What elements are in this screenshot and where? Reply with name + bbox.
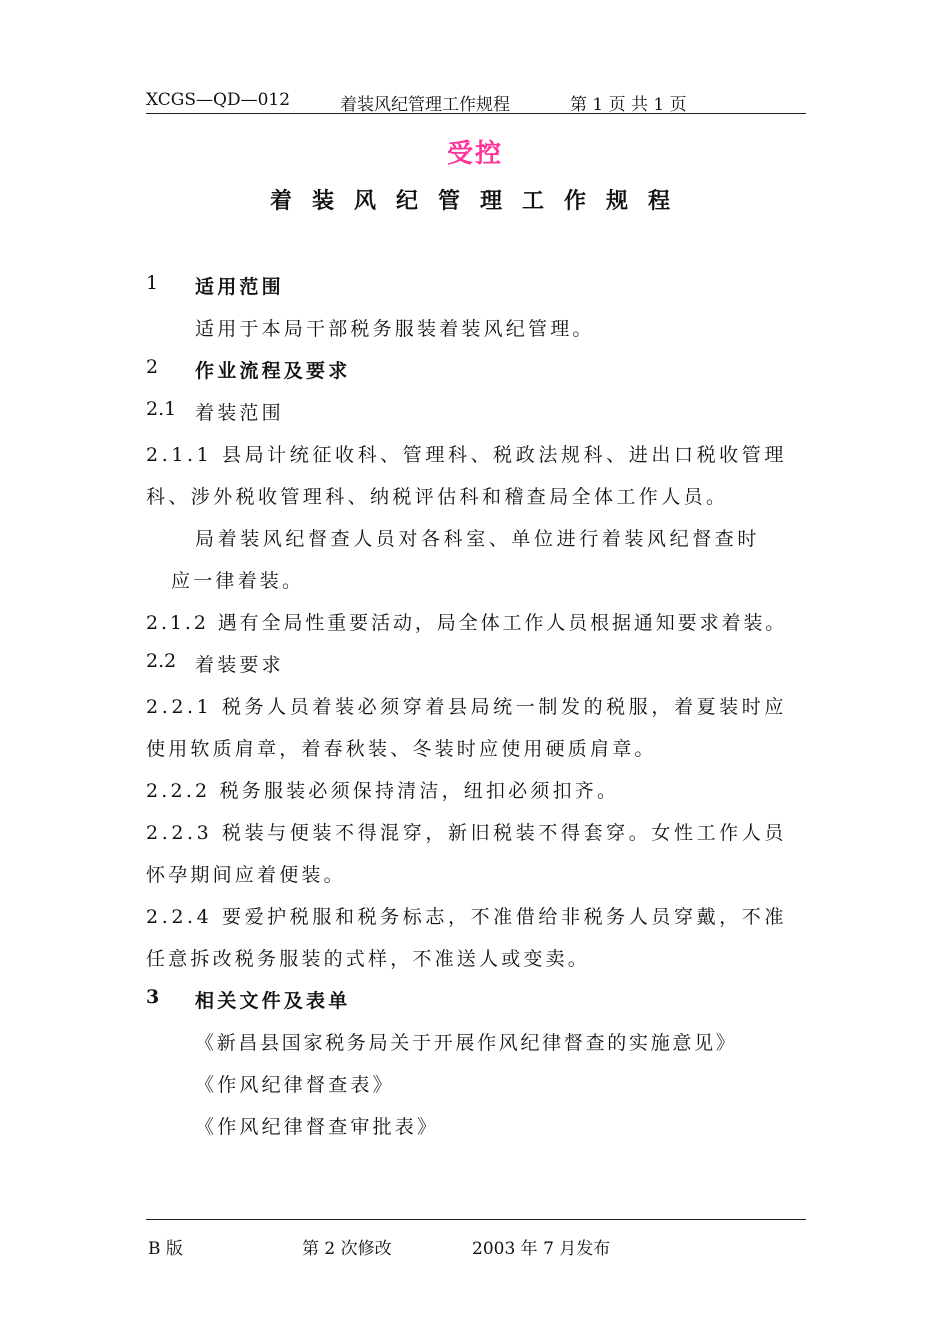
section-2-2-number: 2.2 bbox=[146, 650, 177, 672]
header-rule bbox=[146, 113, 806, 114]
controlled-stamp: 受控 bbox=[446, 139, 503, 169]
section-3-number: 3 bbox=[146, 986, 160, 1008]
clause-2-2-4-line2: 任意拆改税务服装的式样，不准送人或变卖。 bbox=[146, 948, 591, 970]
header-doc-title: 着装风纪管理工作规程 bbox=[340, 95, 510, 115]
section-2-number: 2 bbox=[146, 356, 159, 378]
doc-code: XCGS—QD—012 bbox=[146, 90, 291, 110]
section-2-heading: 作业流程及要求 bbox=[195, 360, 351, 382]
clause-2-2-4-line1: 2.2.4 要爱护税服和税务标志，不准借给非税务人员穿戴，不准 bbox=[146, 906, 787, 928]
clause-2-2-1-line1: 2.2.1 税务人员着装必须穿着县局统一制发的税服，着夏装时应 bbox=[146, 696, 787, 718]
clause-2-1-1-line1: 2.1.1 县局计统征收科、管理科、税政法规科、进出口税收管理 bbox=[146, 444, 787, 466]
clause-2-1-1-line4: 应一律着装。 bbox=[171, 570, 305, 592]
clause-2-2-3-line1: 2.2.3 税装与便装不得混穿，新旧税装不得套穿。女性工作人员 bbox=[146, 822, 787, 844]
footer-version: B 版 bbox=[148, 1239, 183, 1259]
clause-2-1-2: 2.1.2 遇有全局性重要活动，局全体工作人员根据通知要求着装。 bbox=[146, 612, 788, 634]
section-1-body: 适用于本局干部税务服装着装风纪管理。 bbox=[195, 318, 595, 340]
clause-2-1-1-line2: 科、涉外税收管理科、纳税评估科和稽查局全体工作人员。 bbox=[146, 486, 729, 508]
clause-2-2-3-line2: 怀孕期间应着便装。 bbox=[146, 864, 346, 886]
section-2-1-number: 2.1 bbox=[146, 398, 177, 420]
clause-2-2-2: 2.2.2 税务服装必须保持清洁，纽扣必须扣齐。 bbox=[146, 780, 620, 802]
section-1-heading: 适用范围 bbox=[195, 276, 284, 298]
section-2-1-heading: 着装范围 bbox=[195, 402, 284, 424]
section-1-number: 1 bbox=[146, 272, 159, 294]
related-form: 《作风纪律督查审批表》 bbox=[195, 1116, 440, 1138]
footer-release-date: 2003 年 7 月发布 bbox=[472, 1239, 611, 1259]
page-info: 第 1 页 共 1 页 bbox=[570, 95, 687, 115]
related-form: 《作风纪律督查表》 bbox=[195, 1074, 395, 1096]
footer-revision: 第 2 次修改 bbox=[302, 1239, 392, 1259]
clause-2-1-1-line3: 局着装风纪督查人员对各科室、单位进行着装风纪督查时 bbox=[195, 528, 761, 550]
section-3-heading: 相关文件及表单 bbox=[195, 990, 351, 1012]
clause-2-2-1-line2: 使用软质肩章，着春秋装、冬装时应使用硬质肩章。 bbox=[146, 738, 657, 760]
page-title: 着装风纪管理工作规程 bbox=[269, 188, 690, 214]
footer-rule bbox=[146, 1219, 806, 1220]
related-document: 《新昌县国家税务局关于开展作风纪律督查的实施意见》 bbox=[195, 1032, 738, 1054]
section-2-2-heading: 着装要求 bbox=[195, 654, 284, 676]
